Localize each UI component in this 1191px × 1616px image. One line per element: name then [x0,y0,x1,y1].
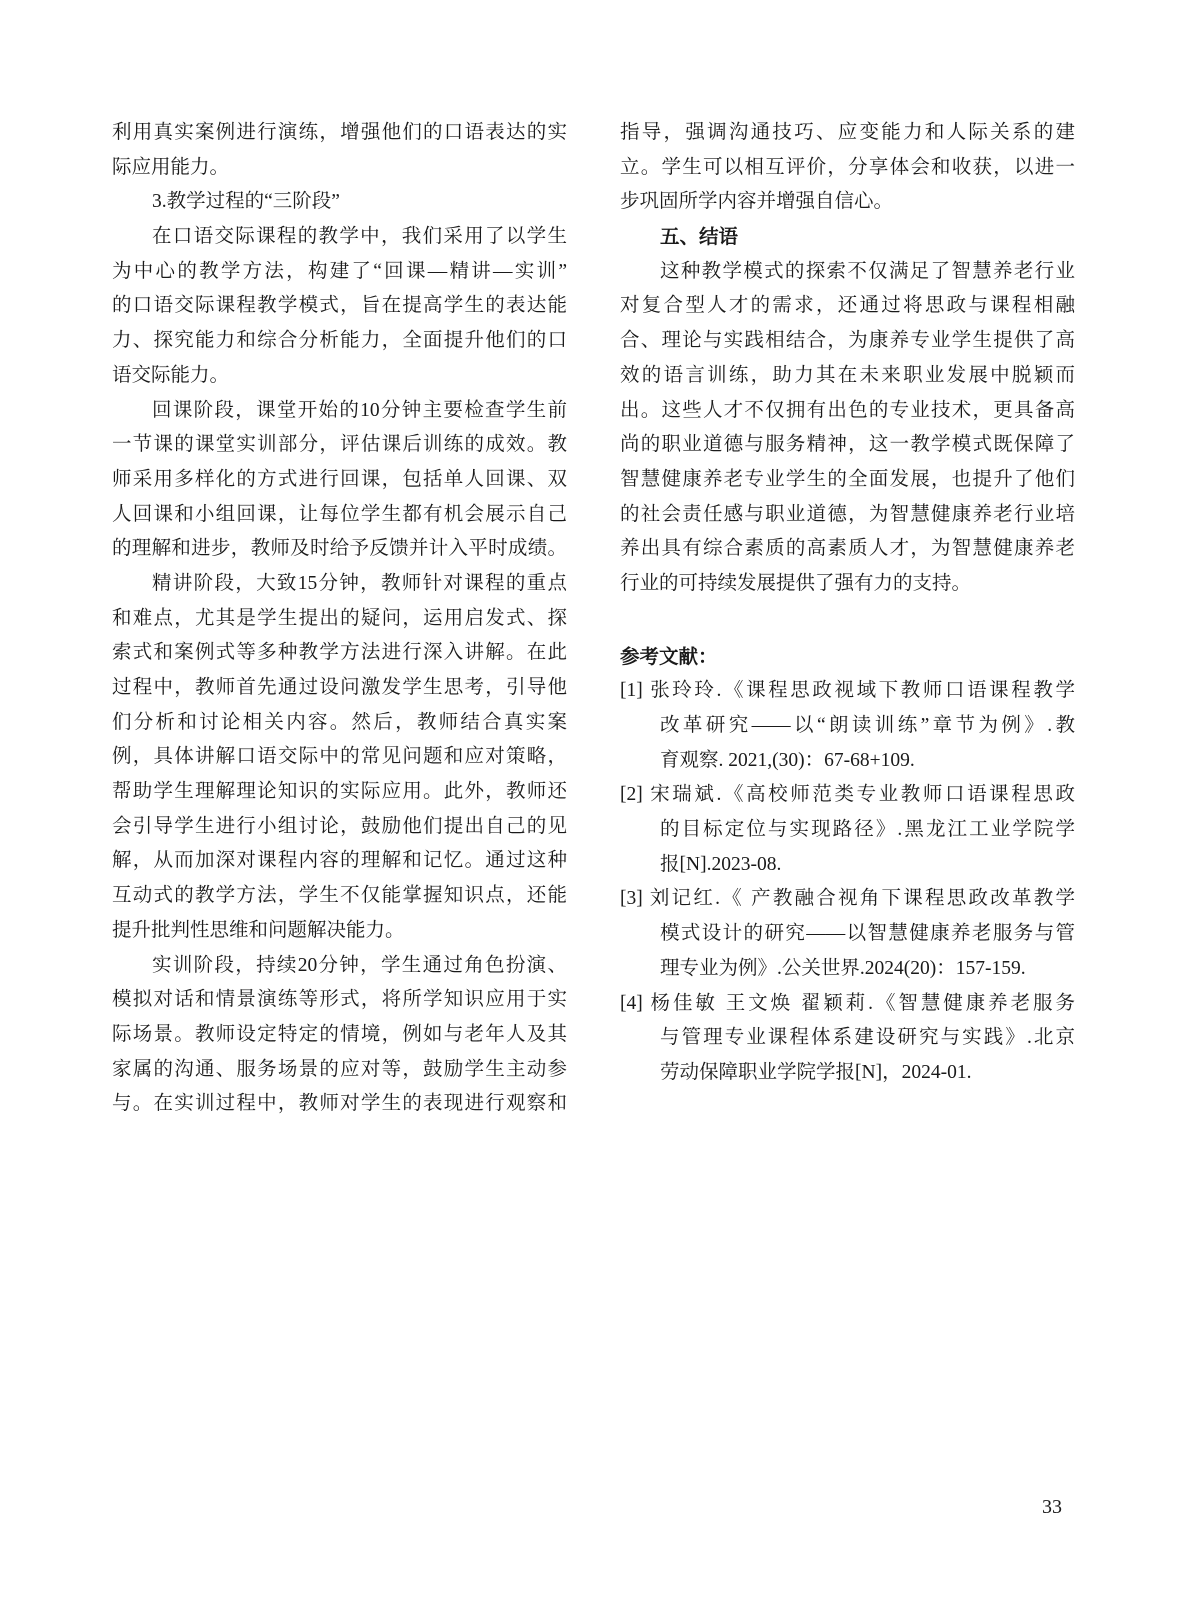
reference-line: 理专业为例》.公关世界.2024(20)：157-159. [660,957,1026,979]
text-line: 过程中，教师首先通过设问激发学生思考，引导他 [112,677,567,698]
text-line: 一节课的课堂实训部分，评估课后训练的成效。教 [112,434,567,456]
text-line: 实训阶段，持续20分钟，学生通过角色扮演、 [152,954,567,976]
paragraph [112,185,567,220]
left-column [112,116,567,1122]
text-line: 效的语言训练，助力其在未来职业发展中脱颖而 [620,364,1075,386]
reference-line: 的目标定位与实现路径》.黑龙江工业学院学 [660,819,1075,841]
reference-line: 模式设计的研究——以智慧健康养老服务与管 [660,923,1075,945]
paragraph [620,255,1075,602]
text-line: 立。学生可以相互评价，分享体会和收获，以进一 [620,156,1075,178]
paragraph [112,116,567,185]
text-line: 步巩固所学内容并增强自信心。 [620,191,894,213]
text-line: 为中心的教学方法，构建了“回课—精讲—实训” [112,260,567,282]
text-line: 会引导学生进行小组讨论，鼓励他们提出自己的见 [112,815,567,837]
text-line: 语交际能力。 [112,364,230,386]
reference-line: 报[N].2023-08. [660,853,782,875]
text-line: 合、理论与实践相结合，为康养专业学生提供了高 [620,330,1075,352]
reference-line: [2] 宋瑞斌.《高校师范类专业教师口语课程思政 [620,784,1075,806]
reference-item [620,778,1075,882]
section-heading [620,220,1075,255]
text-line: 这种教学模式的探索不仅满足了智慧养老行业 [660,260,1075,282]
text-line: 家属的沟通、服务场景的应对等，鼓励学生主动参 [112,1058,567,1080]
paragraph [112,394,567,567]
text-line: 的理解和进步，教师及时给予反馈并计入平时成绩。 [112,538,567,560]
text-line: 养出具有综合素质的高素质人才，为智慧健康养老 [620,538,1075,560]
text-line: 解，从而加深对课程内容的理解和记忆。通过这种 [112,850,567,872]
text-line: 精讲阶段，大致15分钟，教师针对课程的重点 [152,572,567,594]
paragraph [112,567,567,949]
reference-line: 改革研究——以“朗读训练”章节为例》.教 [660,715,1075,736]
text-line: 际应用能力。 [112,156,230,178]
heading-text: 五、结语 [660,226,739,249]
text-line: 力、探究能力和综合分析能力，全面提升他们的口 [112,330,567,352]
page-number: 33 [1042,1496,1062,1518]
text-line: 智慧健康养老专业学生的全面发展，也提升了他们 [620,468,1075,490]
text-line: 们分析和讨论相关内容。然后，教师结合真实案 [112,711,567,733]
reference-line: 劳动保障职业学院学报[N]，2024-01. [660,1061,972,1083]
reference-line: [3] 刘记红.《 产教融合视角下课程思政改革教学 [620,888,1075,910]
text-line: 例，具体讲解口语交际中的常见问题和应对策略， [112,746,567,768]
text-line: 的社会责任感与职业道德，为智慧健康养老行业培 [620,503,1075,525]
reference-line: 与管理专业课程体系建设研究与实践》.北京 [660,1027,1075,1049]
text-line: 师采用多样化的方式进行回课，包括单人回课、双 [112,468,567,490]
reference-item [620,987,1075,1091]
reference-item [620,674,1075,778]
text-line: 利用真实案例进行演练，增强他们的口语表达的实 [112,122,567,143]
text-line: 回课阶段，课堂开始的10分钟主要检查学生前 [152,399,567,421]
reference-line: 育观察. 2021,(30)：67-68+109. [660,749,915,771]
text-line: 际场景。教师设定特定的情境，例如与老年人及其 [112,1023,567,1045]
two-column-layout [112,116,1075,1122]
paragraph [112,949,567,1122]
reference-line: [4] 杨佳敏 王文焕 翟颖莉.《智慧健康养老服务 [620,992,1075,1014]
text-line: 3.教学过程的“三阶段” [152,191,340,213]
text-line: 在口语交际课程的教学中，我们采用了以学生 [152,226,567,248]
text-line: 索式和案例式等多种教学方法进行深入讲解。在此 [112,642,567,664]
right-column [620,116,1075,1122]
text-line: 出。这些人才不仅拥有出色的专业技术，更具备高 [620,399,1075,421]
text-line: 对复合型人才的需求，还通过将思政与课程相融 [620,295,1075,317]
text-line: 人回课和小组回课，让每位学生都有机会展示自己 [112,503,567,525]
heading-text: 参考文献： [620,645,718,668]
paragraph [620,116,1075,220]
text-line: 指导，强调沟通技巧、应变能力和人际关系的建 [620,122,1075,143]
text-line: 尚的职业道德与服务精神，这一教学模式既保障了 [620,434,1075,456]
text-line: 的口语交际课程教学模式，旨在提高学生的表达能 [112,295,567,317]
reference-item [620,882,1075,986]
paragraph [112,220,567,393]
text-line: 和难点，尤其是学生提出的疑问，运用启发式、探 [112,607,567,629]
reference-line: [1] 张玲玲.《课程思政视域下教师口语课程教学 [620,680,1075,702]
text-line: 与。在实训过程中，教师对学生的表现进行观察和 [112,1093,567,1115]
text-line: 提升批判性思维和问题解决能力。 [112,919,405,941]
references-heading [620,640,1075,675]
text-line: 模拟对话和情景演练等形式，将所学知识应用于实 [112,989,567,1011]
text-line: 帮助学生理解理论知识的实际应用。此外，教师还 [112,781,567,803]
text-line: 行业的可持续发展提供了强有力的支持。 [620,572,972,594]
text-line: 互动式的教学方法，学生不仅能掌握知识点，还能 [112,885,567,907]
